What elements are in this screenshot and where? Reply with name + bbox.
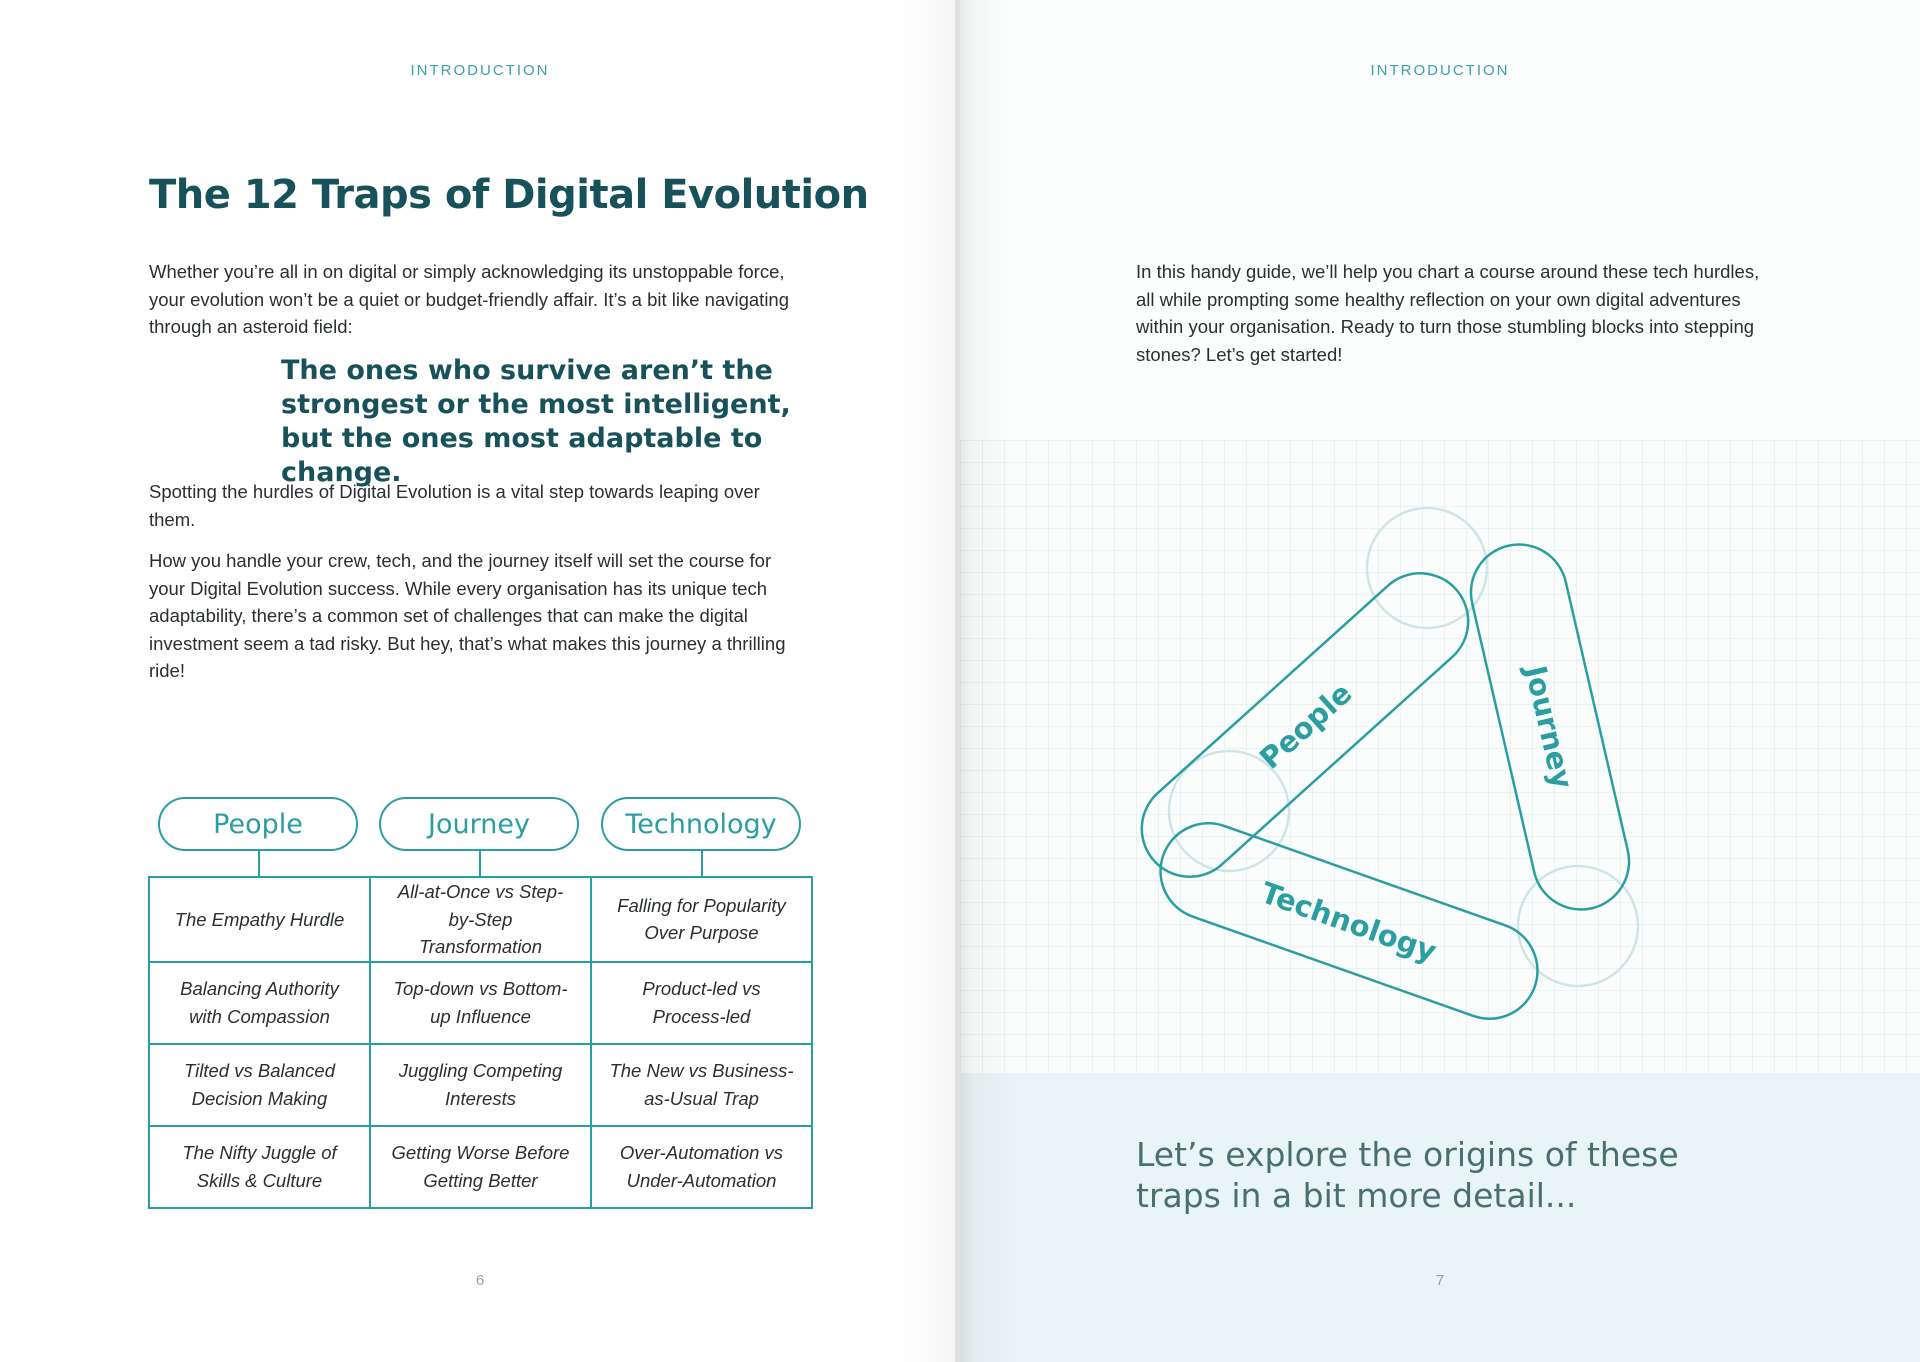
- table-cell: Falling for Popularity Over Purpose: [591, 877, 812, 962]
- table-cell: Top-down vs Bottom-up Influence: [370, 962, 591, 1044]
- closing-band: [960, 1073, 1920, 1362]
- table-cell: Product-led vs Process-led: [591, 962, 812, 1044]
- pill-connector: [701, 851, 703, 877]
- category-pill-journey: Journey: [379, 797, 579, 851]
- traps-table: [148, 876, 813, 1209]
- category-pill-technology: Technology: [601, 797, 801, 851]
- page-title: The 12 Traps of Digital Evolution: [149, 172, 869, 218]
- joint-circle: [1518, 866, 1638, 986]
- running-head: INTRODUCTION: [410, 62, 550, 79]
- table-cell: Balancing Authority with Compassion: [149, 962, 370, 1044]
- running-head: INTRODUCTION: [1370, 62, 1510, 79]
- table-row: [149, 962, 812, 1044]
- people-capsule: [1122, 553, 1488, 896]
- guide-paragraph: In this handy guide, we’ll help you chart a course around these tech hurdles, all while prompting some healthy reflection on your own digital adventures within your organisation. Ready to turn those stumbling blocks into stepping stones? Let’s get started!: [1136, 261, 1760, 365]
- page-number: 7: [1435, 1272, 1445, 1289]
- paragraph-course: How you handle your crew, tech, and the journey itself will set the course for your Digital Evolution success. While every organisation has its unique tech adaptability, there’s a common set of challenges that can make the digital investment seem a tad risky. But hey, that’s what makes this journey a thrilling ride!: [149, 550, 786, 681]
- category-pill-people: People: [158, 797, 358, 851]
- table-cell: Juggling Competing Interests: [370, 1044, 591, 1126]
- technology-label: Technology: [1256, 875, 1441, 969]
- closing-text: Let’s explore the origins of these traps in a bit more detail...: [1136, 1135, 1679, 1215]
- pill-connector: [479, 851, 481, 877]
- page-gutter-shade: [900, 0, 960, 1362]
- joint-circle: [1367, 508, 1487, 628]
- journey-label: Journey: [1518, 662, 1580, 792]
- table-cell: Getting Worse Before Getting Better: [370, 1126, 591, 1208]
- table-cell: Tilted vs Balanced Decision Making: [149, 1044, 370, 1126]
- table-cell: The New vs Business-as-Usual Trap: [591, 1044, 812, 1126]
- table-cell: The Empathy Hurdle: [149, 877, 370, 962]
- table-cell: All-at-Once vs Step-by-Step Transformation: [370, 877, 591, 962]
- pull-quote: The ones who survive aren’t the strongest or the most intelligent, but the ones most adaptable to change.: [281, 355, 791, 488]
- table-row: [149, 877, 812, 962]
- page-number: 6: [475, 1272, 485, 1289]
- technology-capsule: [1147, 810, 1550, 1032]
- intro-paragraph: Whether you’re all in on digital or simply acknowledging its unstoppable force, your evolution won’t be a quiet or budget-friendly affair. It’s a bit like navigating through an asteroid field:: [149, 261, 790, 337]
- pill-connector: [258, 851, 260, 877]
- table-row: [149, 1126, 812, 1208]
- paragraph-hurdles: Spotting the hurdles of Digital Evolution is a vital step towards leaping over them.: [149, 481, 760, 530]
- people-journey-technology-diagram: [960, 440, 1920, 1073]
- journey-capsule: [1461, 535, 1638, 919]
- right-page: [960, 0, 1920, 1362]
- table-row: [149, 1044, 812, 1126]
- table-cell: Over-Automation vs Under-Automation: [591, 1126, 812, 1208]
- table-cell: The Nifty Juggle of Skills & Culture: [149, 1126, 370, 1208]
- people-label: People: [1252, 675, 1359, 776]
